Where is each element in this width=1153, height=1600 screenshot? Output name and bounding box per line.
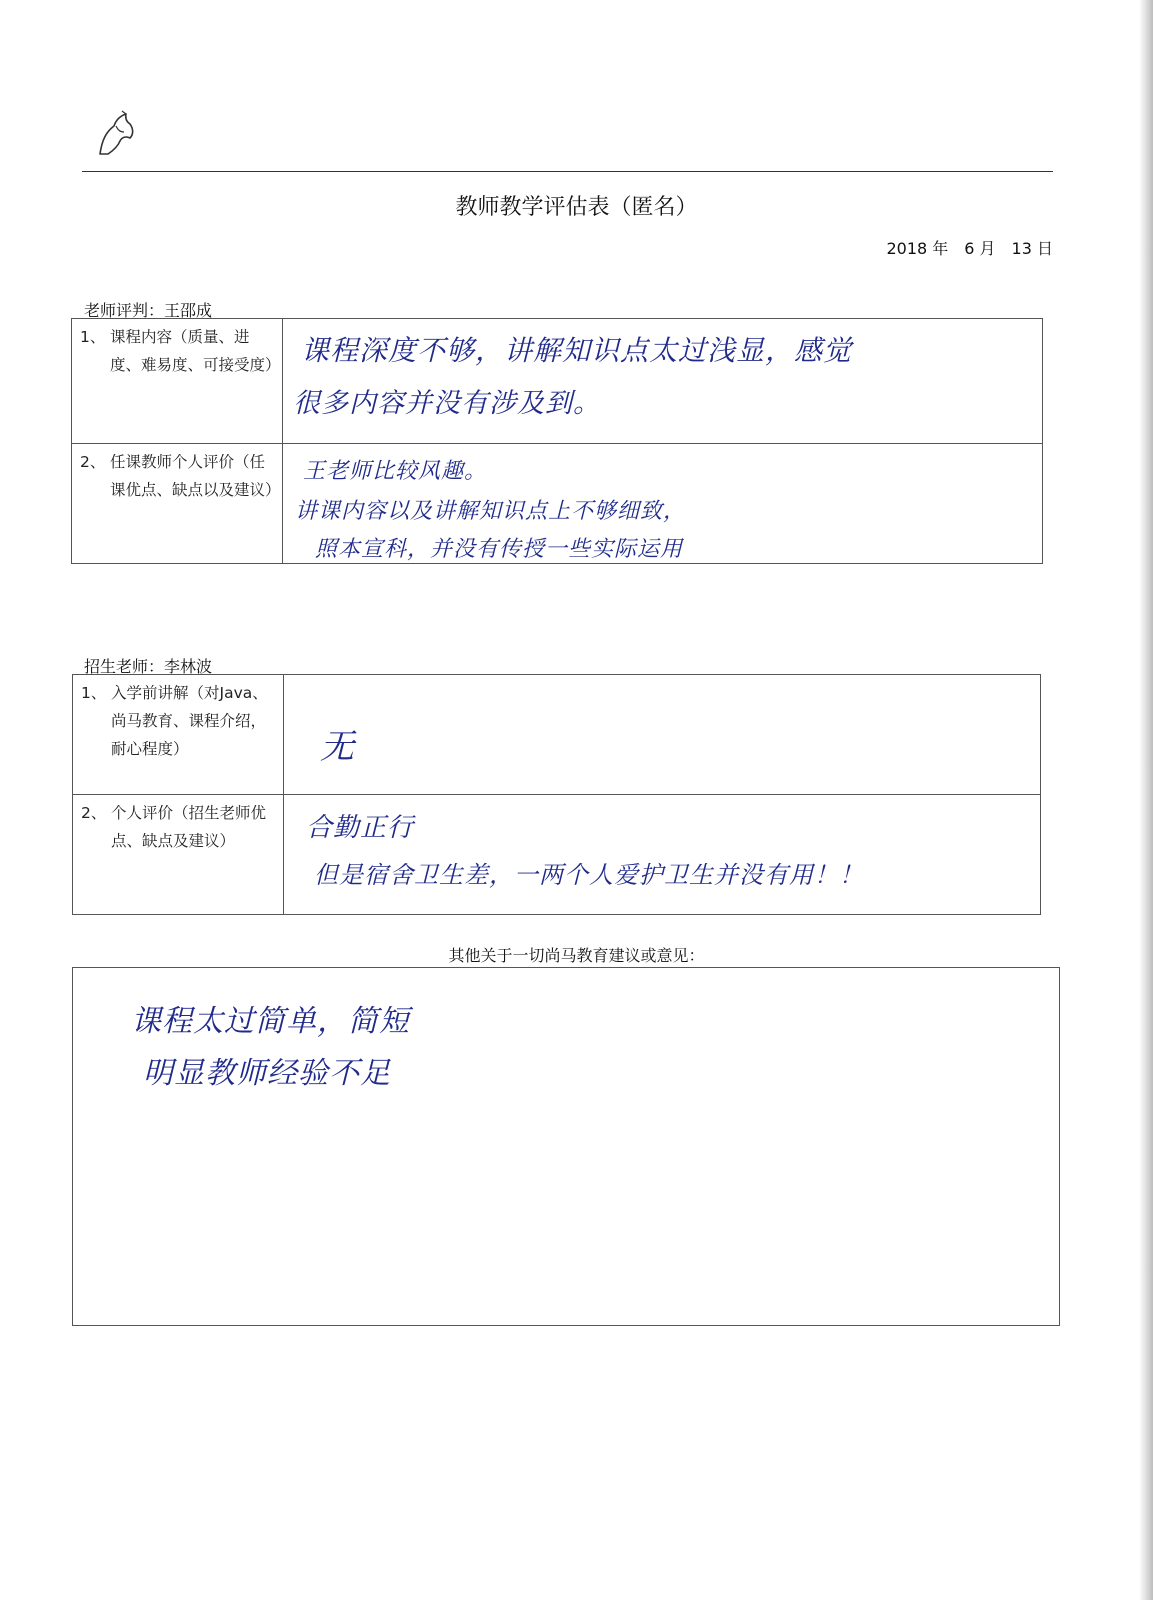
horse-logo-icon bbox=[92, 110, 140, 160]
teacher-section-label: 老师评判：王邵成 bbox=[84, 301, 213, 320]
question-text: 个人评价（招生老师优点、缺点及建议） bbox=[111, 804, 267, 850]
handwritten-line: 课程深度不够，讲解知识点太过浅显，感觉 bbox=[301, 334, 853, 367]
brand-watermark bbox=[92, 110, 392, 160]
recruit-row-1 bbox=[73, 675, 1041, 795]
question-text: 任课教师个人评价（任课优点、缺点以及建议） bbox=[110, 453, 281, 499]
scan-edge bbox=[1139, 0, 1153, 1600]
handwritten-line: 很多内容并没有涉及到。 bbox=[293, 388, 601, 419]
answer-cell bbox=[284, 675, 1041, 795]
document-date: 2018 年 6 月 13 日 bbox=[886, 239, 1053, 258]
question-number: 1、 bbox=[80, 328, 106, 346]
handwritten-line: 照本宣科，并没有传授一些实际运用 bbox=[315, 537, 684, 562]
handwritten-line: 无 bbox=[320, 727, 355, 767]
recruit-eval-table bbox=[72, 674, 1041, 915]
answer-cell bbox=[284, 795, 1041, 915]
recruit-row-2 bbox=[73, 795, 1041, 915]
header-rule bbox=[82, 171, 1053, 172]
handwritten-line: 合勤正行 bbox=[306, 813, 415, 843]
question-text: 课程内容（质量、进度、难易度、可接受度） bbox=[110, 328, 281, 374]
handwritten-line: 课程太过简单，简短 bbox=[131, 1004, 410, 1039]
question-cell bbox=[72, 444, 283, 564]
other-section-title: 其他关于一切尚马教育建议或意见： bbox=[448, 946, 705, 965]
teacher-row-2 bbox=[72, 444, 1043, 564]
question-cell bbox=[73, 675, 284, 795]
question-cell bbox=[73, 795, 284, 915]
teacher-row-1 bbox=[72, 319, 1043, 444]
question-cell bbox=[72, 319, 283, 444]
recruit-section-label: 招生老师：李林波 bbox=[84, 657, 213, 676]
handwritten-line: 明显教师经验不足 bbox=[143, 1056, 391, 1091]
document-title: 教师教学评估表（匿名） bbox=[455, 195, 698, 220]
handwritten-line: 但是宿舍卫生差，一两个人爱护卫生并没有用！！ bbox=[314, 861, 864, 889]
teacher-eval-table bbox=[71, 318, 1043, 564]
question-text: 入学前讲解（对Java、尚马教育、课程介绍，耐心程度） bbox=[111, 684, 268, 758]
question-number: 2、 bbox=[80, 453, 106, 471]
answer-cell bbox=[283, 319, 1043, 444]
answer-cell bbox=[283, 444, 1043, 564]
handwritten-line: 王老师比较风趣。 bbox=[303, 459, 488, 484]
question-number: 1、 bbox=[81, 684, 107, 702]
question-number: 2、 bbox=[81, 804, 107, 822]
other-suggestions-box bbox=[72, 967, 1060, 1326]
handwritten-line: 讲课内容以及讲解知识点上不够细致， bbox=[295, 499, 687, 524]
